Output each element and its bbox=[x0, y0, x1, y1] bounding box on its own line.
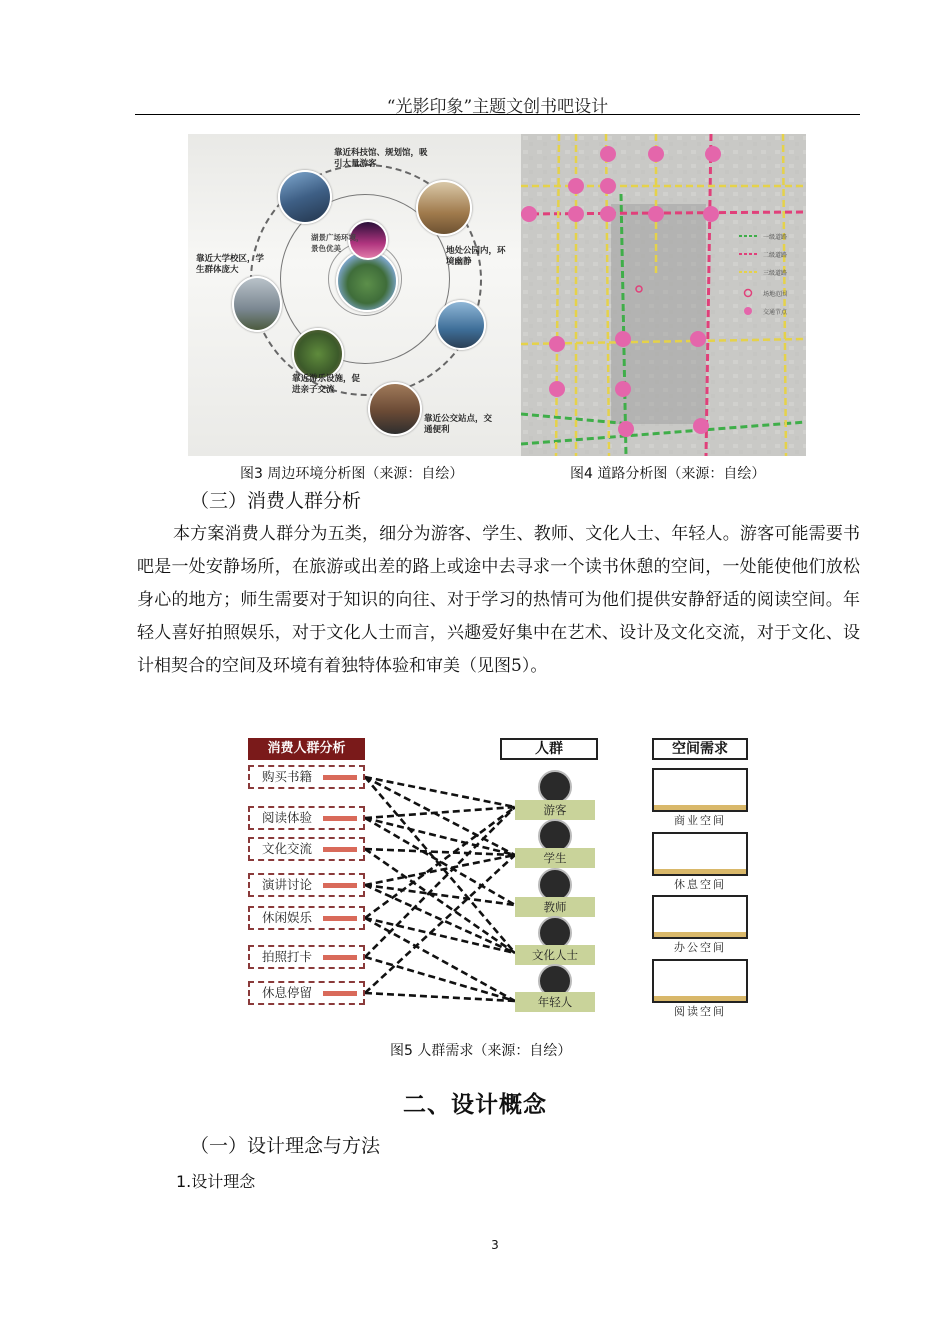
running-header: “光影印象”主题文创书吧设计 bbox=[386, 97, 609, 117]
legend-primary: 一级道路 bbox=[763, 234, 788, 241]
header-rule bbox=[135, 114, 860, 115]
park-photo bbox=[436, 300, 486, 350]
crowd-label: 文化人士 bbox=[515, 945, 595, 965]
section-1-heading: （一）设计理念与方法 bbox=[190, 1135, 381, 1157]
demand-item: 阅读体验 bbox=[248, 806, 365, 830]
label-bus-station: 靠近公交站点，交通便利 bbox=[424, 414, 493, 435]
demand-item: 购买书籍 bbox=[248, 765, 365, 789]
university-photo bbox=[232, 276, 282, 332]
demand-title: 消费人群分析 bbox=[248, 738, 365, 760]
legend-secondary: 二级道路 bbox=[763, 252, 788, 259]
figure-5-caption: 图5 人群需求（来源：自绘） bbox=[390, 1043, 572, 1059]
demand-crowd-link bbox=[365, 849, 515, 855]
demand-crowd-link bbox=[365, 918, 515, 1001]
section-3-heading: （三）消费人群分析 bbox=[190, 490, 362, 512]
office-space-image bbox=[652, 895, 748, 939]
figure-5-crowd-demand bbox=[245, 735, 755, 1025]
demand-crowd-link bbox=[365, 885, 515, 953]
label-lake-square: 湖景广场环境，景色优美 bbox=[311, 233, 364, 253]
planning-hall-photo bbox=[416, 180, 472, 236]
page-number: 3 bbox=[491, 1238, 499, 1252]
label-park: 地处公园内，环境幽静 bbox=[446, 246, 506, 267]
crowd-label: 年轻人 bbox=[515, 992, 595, 1012]
commercial-space-image bbox=[652, 768, 748, 812]
demand-item: 文化交流 bbox=[248, 837, 365, 861]
demand-item: 拍照打卡 bbox=[248, 945, 365, 969]
figure-4-caption: 图4 道路分析图（来源：自绘） bbox=[570, 466, 766, 482]
amusement-photo bbox=[292, 328, 344, 380]
legend-site: 场地范围 bbox=[763, 291, 788, 298]
label-science-museum: 靠近科技馆、规划馆，吸引大量游客 bbox=[334, 148, 428, 169]
label-university: 靠近大学校区，学生群体庞大 bbox=[196, 254, 265, 275]
subsection-1-heading: 1.设计理念 bbox=[176, 1172, 256, 1191]
legend-tertiary: 三级道路 bbox=[763, 270, 788, 277]
demand-crowd-link bbox=[365, 855, 515, 885]
space-label: 办公空间 bbox=[674, 941, 726, 954]
label-amusement: 靠近游乐设施，促进亲子交流 bbox=[292, 374, 361, 395]
crowd-label: 教师 bbox=[515, 897, 595, 917]
rest-space-image bbox=[652, 832, 748, 876]
demand-crowd-link bbox=[365, 807, 515, 818]
demand-item: 休闲娱乐 bbox=[248, 906, 365, 930]
crowd-label: 游客 bbox=[515, 800, 595, 820]
crowd-title: 人群 bbox=[500, 738, 598, 760]
space-label: 休息空间 bbox=[674, 878, 726, 891]
figure-4-road-map bbox=[521, 134, 806, 456]
space-label: 阅读空间 bbox=[674, 1005, 726, 1018]
space-title: 空间需求 bbox=[652, 738, 748, 760]
demand-item: 休息停留 bbox=[248, 981, 365, 1005]
figure-3-environment bbox=[188, 134, 521, 456]
crowd-label: 学生 bbox=[515, 848, 595, 868]
demand-item: 演讲讨论 bbox=[248, 873, 365, 897]
science-museum-photo bbox=[278, 170, 332, 224]
demand-crowd-link bbox=[365, 807, 515, 957]
space-label: 商业空间 bbox=[674, 814, 726, 827]
bus-station-photo bbox=[368, 382, 422, 436]
chapter-2-heading: 二、设计概念 bbox=[403, 1092, 547, 1118]
tourist-icon bbox=[538, 770, 572, 804]
body-paragraph: 本方案消费人群分为五类，细分为游客、学生、教师、文化人士、年轻人。游客可能需要书吧是一处安静场所，在旅游或出差的路上或途中去寻求一个读书休憩的空间，一处能使他们放松身心的地方；师生需要对于知识的向往、对于学习的热情可为他们提供安静舒适的阅读空间。年轻人喜好拍照娱乐，对于文化人士而言，兴趣爱好集中在艺术、设计及文化交流，对于文化、设计相契合的空间及环境有着独特体验和审美（见图5）。 bbox=[137, 524, 860, 676]
reading-space-image bbox=[652, 959, 748, 1003]
legend-node: 交通节点 bbox=[763, 309, 788, 316]
figure-3-caption: 图3 周边环境分析图（来源：自绘） bbox=[240, 466, 464, 482]
